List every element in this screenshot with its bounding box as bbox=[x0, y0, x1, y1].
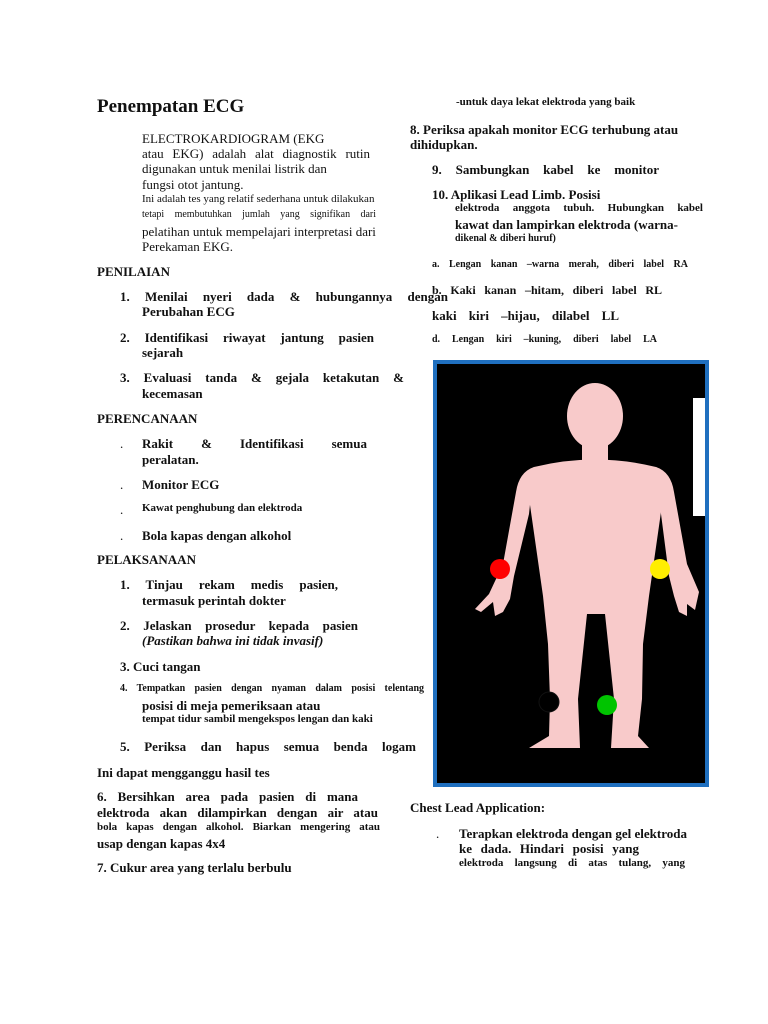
list-item: 5. Periksa dan hapus semua benda logam bbox=[120, 739, 416, 754]
list-item: termasuk perintah dokter bbox=[142, 593, 286, 608]
list-item: d. Lengan kiri –kuning, diberi label LA bbox=[432, 334, 657, 345]
list-item: 10. Aplikasi Lead Limb. Posisi bbox=[432, 187, 601, 202]
list-item: 3. Cuci tangan bbox=[120, 659, 201, 674]
intro-line: atau EKG) adalah alat diagnostik rutin bbox=[142, 146, 370, 161]
list-item: elektroda akan dilampirkan dengan air atau bbox=[97, 805, 378, 820]
list-item: tempat tidur sambil mengekspos lengan dan kaki bbox=[142, 713, 373, 725]
white-tab bbox=[693, 398, 705, 516]
list-item: sejarah bbox=[142, 345, 184, 360]
list-item: 2. Jelaskan prosedur kepada pasien bbox=[120, 618, 358, 633]
list-item: 9. Sambungkan kabel ke monitor bbox=[432, 162, 659, 177]
list-item: dikenal & diberi huruf) bbox=[455, 233, 556, 244]
list-item: 8. Periksa apakah monitor ECG terhubung atau bbox=[410, 122, 679, 137]
list-item: 1. Menilai nyeri dada & hubungannya dengan bbox=[120, 289, 448, 304]
list-dot: . bbox=[436, 826, 440, 841]
list-item: bola kapas dengan alkohol. Biarkan mengering atau bbox=[97, 821, 380, 833]
intro-line: ELECTROKARDIOGRAM (EKG bbox=[142, 131, 325, 146]
list-item: Terapkan elektroda dengan gel elektroda bbox=[459, 826, 688, 841]
intro-line: fungsi otot jantung. bbox=[142, 177, 244, 192]
list-dot: . bbox=[120, 436, 124, 451]
list-item: ke dada. Hindari posisi yang bbox=[459, 841, 639, 856]
note: -untuk daya lekat elektroda yang baik bbox=[456, 96, 636, 108]
list-item: 7. Cukur area yang terlalu berbulu bbox=[97, 860, 292, 875]
list-item: a. Lengan kanan –warna merah, diberi label RA bbox=[432, 259, 688, 270]
heading-pelaksanaan: PELAKSANAAN bbox=[97, 552, 196, 567]
note: Ini dapat mengganggu hasil tes bbox=[97, 765, 270, 780]
list-item: elektroda langsung di atas tulang, yang bbox=[459, 857, 685, 869]
list-item: Perubahan ECG bbox=[142, 304, 235, 319]
electrode-left-leg bbox=[597, 695, 617, 715]
page-title: Penempatan ECG bbox=[97, 96, 245, 117]
section-heading: Chest Lead Application: bbox=[410, 800, 546, 815]
electrode-left-arm bbox=[650, 559, 670, 579]
list-item: 6. Bersihkan area pada pasien di mana bbox=[97, 789, 358, 804]
list-item: dihidupkan. bbox=[410, 137, 478, 152]
list-dot: . bbox=[120, 477, 124, 492]
list-item: b. Kaki kanan –hitam, diberi label RL bbox=[432, 283, 662, 297]
intro-line: pelatihan untuk mempelajari interpretasi dari bbox=[142, 224, 376, 239]
list-item: kecemasan bbox=[142, 386, 203, 401]
list-item: Kawat penghubung dan elektroda bbox=[142, 502, 303, 514]
electrode-placement-figure bbox=[433, 360, 709, 787]
list-item: usap dengan kapas 4x4 bbox=[97, 836, 226, 851]
electrode-right-arm bbox=[490, 559, 510, 579]
list-item: Bola kapas dengan alkohol bbox=[142, 528, 292, 543]
heading-perencanaan: PERENCANAAN bbox=[97, 411, 198, 426]
list-item: elektroda anggota tubuh. Hubungkan kabel bbox=[455, 202, 703, 214]
list-dot: . bbox=[120, 528, 124, 543]
list-item: kaki kiri –hijau, dilabel LL bbox=[432, 308, 619, 323]
intro-line: Perekaman EKG. bbox=[142, 239, 233, 254]
list-item: Monitor ECG bbox=[142, 477, 220, 492]
list-item: (Pastikan bahwa ini tidak invasif) bbox=[142, 633, 324, 648]
list-item: posisi di meja pemeriksaan atau bbox=[142, 698, 321, 713]
list-item: 3. Evaluasi tanda & gejala ketakutan & bbox=[120, 370, 404, 385]
list-item: 4. Tempatkan pasien dengan nyaman dalam posisi telentang bbox=[120, 683, 424, 694]
intro-line: digunakan untuk menilai listrik dan bbox=[142, 161, 327, 176]
body-diagram bbox=[437, 364, 705, 783]
intro-line: tetapi membutuhkan jumlah yang signifikan dari bbox=[142, 209, 376, 220]
list-item: 2. Identifikasi riwayat jantung pasien bbox=[120, 330, 374, 345]
heading-penilaian: PENILAIAN bbox=[97, 264, 170, 279]
list-item: 1. Tinjau rekam medis pasien, bbox=[120, 577, 338, 592]
list-dot: . bbox=[120, 502, 124, 517]
list-item: kawat dan lampirkan elektroda (warna- bbox=[455, 217, 678, 232]
intro-line: Ini adalah tes yang relatif sederhana untuk dilakukan bbox=[142, 193, 375, 205]
list-item: peralatan. bbox=[142, 452, 199, 467]
electrode-right-leg bbox=[539, 692, 559, 712]
list-item: Rakit & Identifikasi semua bbox=[142, 436, 367, 451]
